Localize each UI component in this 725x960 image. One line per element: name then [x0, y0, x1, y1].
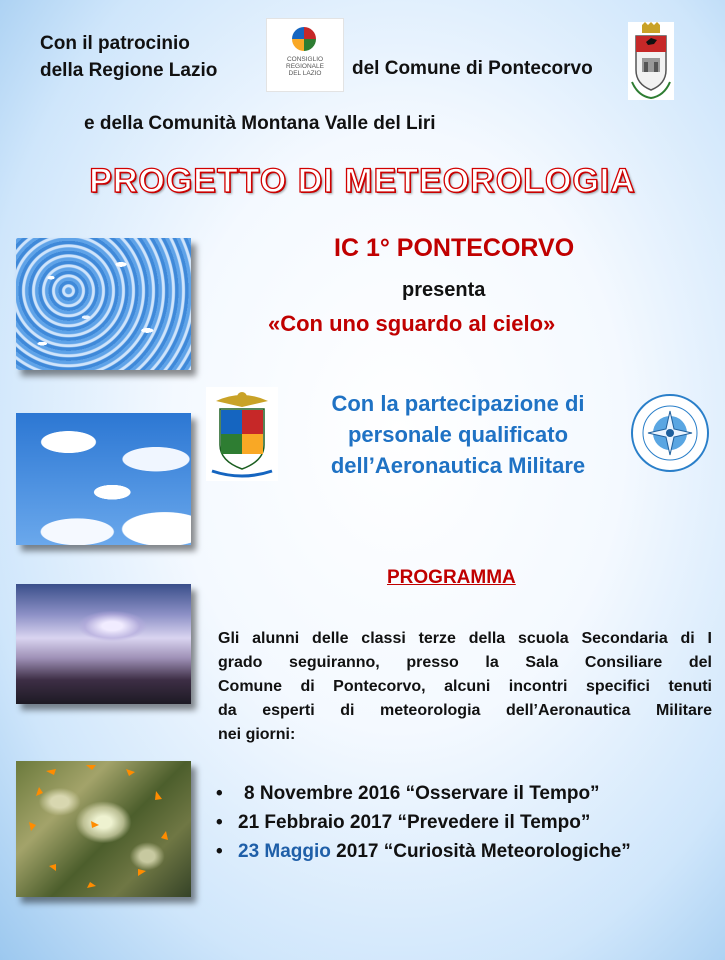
programma-description: [218, 627, 712, 747]
programma-heading: PROGRAMMA: [387, 567, 516, 588]
patrocinio-line-1: Con il patrocinio: [40, 33, 190, 54]
sky-photo-2: [16, 413, 191, 545]
item-date: 21 Febbraio 2017: [238, 812, 393, 833]
regione-lazio-logo: [266, 18, 344, 92]
comune-text: del Comune di Pontecorvo: [352, 58, 593, 79]
item-date: 8 Novembre 2016: [244, 783, 401, 804]
sky-photo-3: [16, 584, 191, 704]
lazio-logo-label: [267, 56, 343, 77]
patrocinio-line-2: della Regione Lazio: [40, 60, 218, 81]
participation-line-3: dell’Aeronautica Militare: [330, 453, 586, 478]
description-line-2: grado seguiranno, presso la Sala Consiliare del: [218, 654, 712, 671]
lazio-logo-line-3: DEL LAZIO: [288, 70, 322, 77]
school-name: IC 1° PONTECORVO: [334, 234, 575, 262]
presenta-text: presenta: [402, 279, 486, 301]
list-item: [216, 808, 631, 837]
event-title: «Con uno sguardo al cielo»: [268, 311, 556, 336]
list-item: [216, 837, 631, 866]
item-title: “Prevedere il Tempo”: [392, 812, 591, 833]
bullet-icon: •: [216, 841, 223, 862]
description-line-5: nei giorni:: [218, 726, 296, 743]
satellite-photo: [16, 761, 191, 897]
programma-dates-list: [216, 779, 631, 866]
description-line-3: Comune di Pontecorvo, alcuni incontri specifici tenuti: [218, 678, 712, 695]
bullet-icon: •: [216, 783, 223, 804]
participation-text: [268, 388, 648, 481]
sky-photo-1: [16, 238, 191, 370]
description-line-1: Gli alunni delle classi terze della scuola Secondaria di I: [218, 630, 712, 647]
lazio-logo-line-2: REGIONALE: [286, 63, 324, 70]
lazio-logo-line-1: CONSIGLIO: [286, 56, 324, 63]
list-item: [216, 779, 631, 808]
item-date-year: 2017: [330, 841, 379, 862]
lazio-emblem-icon: [292, 27, 316, 51]
bullet-icon: •: [216, 812, 223, 833]
wind-arrows-icon: [16, 761, 191, 897]
item-title: “Curiosità Meteorologiche”: [378, 841, 631, 862]
item-date-highlight: 23 Maggio: [238, 841, 331, 862]
comunita-text: e della Comunità Montana Valle del Liri: [84, 113, 436, 134]
page-title: PROGETTO DI METEOROLOGIA: [89, 162, 636, 200]
patrocinio-text: [40, 30, 217, 84]
servizio-meteorologico-logo-icon: [630, 393, 710, 473]
item-title: “Osservare il Tempo”: [400, 783, 600, 804]
pontecorvo-crest-icon: [628, 22, 674, 100]
description-line-4: da esperti di meteorologia dell’Aeronautica Militare: [218, 702, 712, 719]
participation-line-1: Con la partecipazione di: [331, 391, 585, 416]
participation-line-2: personale qualificato: [347, 422, 569, 447]
